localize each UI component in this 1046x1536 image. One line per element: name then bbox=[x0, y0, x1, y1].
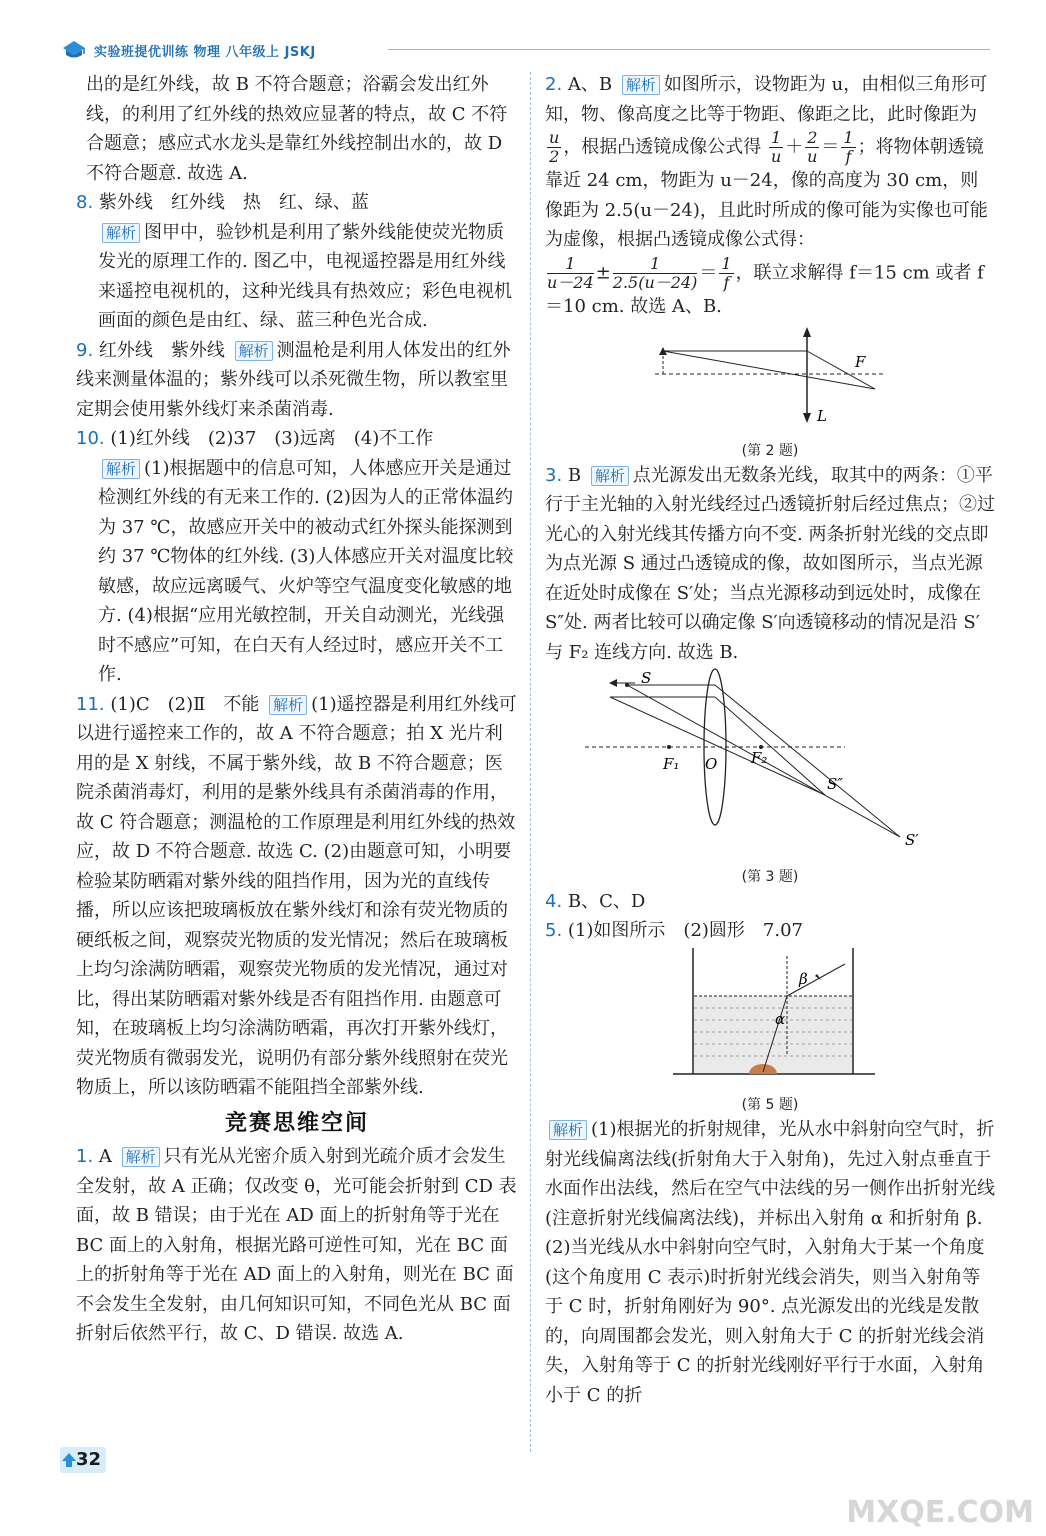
page-arrow-icon bbox=[62, 1453, 76, 1467]
explanation-text: 只有光从光密介质入射到光疏介质才会发生全发射，故 A 正确；仅改变 θ，光可能会折射到 CD 表面，故 B 错误；由于光在 AD 面上的折射角等于光在 BC 面上的入射角，根据光路可逆性可知，光在 BC 面上的折射角等于光在 AD 面上的入射角，则光在 BC 面不会发生全发射，由几何知识可知，不同色光从 BC 面折射后依然平行，故 C、D 错误. 故选 A. bbox=[76, 1146, 517, 1344]
header-rule bbox=[388, 49, 990, 50]
analysis-tag: 解析 bbox=[269, 695, 307, 715]
header-title: 实验班提优训练 物理 八年级上 JSKJ bbox=[94, 45, 316, 60]
explanation-text: 点光源发出无数条光线，取其中的两条：①平行于主光轴的入射光线经过凸透镜折射后经过焦点；②过光心的入射光线其传播方向不变. 两条折射光线的交点即为点光源 S 通过凸透镜成的像，故如图所示，当点光源在近处时成像在 S′处；当点光源移动到远处时，成像在 S″处. 两者比较可以确定像 S′向透镜移动的情况是沿 S′与 F₂ 连线方向. 故选 B. bbox=[545, 464, 995, 663]
explanation-text: (1)遥控器是利用红外线可以进行遥控来工作的，故 A 不符合题意；拍 X 光片利用的是 X 射线，不属于紫外线，故 B 不符合题意；医院杀菌消毒灯，利用的是紫外线具有杀菌消毒的作用，故 C 符合题意；测温枪的工作原理是利用红外线的热效应，故 D 不符合题意. 故选 C. (2)由题意可知，小明要检验某防晒霜对紫外线的阻挡作用，因为光的直线传播，所以应该把玻璃板放在紫外线灯和涂有荧光物质的硬纸板之间，观察荧光物质的发光情况；然后在玻璃板上均匀涂满防晒霜，观察荧光物质的发光情况，通过对比，得出某防晒霜对紫外线是否有阻挡作用. 由题意可知，在玻璃板上均匀涂满防晒霜，再次打开紫外线灯，荧光物质有微弱发光，说明仍有部分紫外线照射在荧光物质上，所以该防晒霜不能阻挡全部紫外线. bbox=[76, 693, 517, 1098]
analysis-tag: 解析 bbox=[549, 1120, 587, 1140]
question-number: 11. bbox=[76, 693, 105, 715]
watermark: MXQE.COM bbox=[846, 1495, 1034, 1530]
section-title: 竞赛思维空间 bbox=[224, 1110, 369, 1136]
ray bbox=[610, 697, 825, 795]
continued-text: 出的是红外线，故 B 不符合题意；浴霸会发出红外线，的利用了红外线的热效应显著的特点，故 C 不符合题意；感应式水龙头是靠红外线控制出水的，故 D 不符合题意. 故选 A. bbox=[86, 74, 508, 184]
focus-1-label: F₁ bbox=[663, 755, 680, 773]
analysis-tag: 解析 bbox=[591, 466, 629, 486]
fraction-1-over-u: $\frac{1}{u}$ bbox=[770, 128, 782, 166]
book-logo-icon bbox=[60, 38, 88, 60]
question-11 bbox=[76, 690, 518, 1103]
column-divider bbox=[530, 72, 531, 1452]
analysis-tag: 解析 bbox=[622, 75, 660, 95]
contest-question-1 bbox=[76, 1142, 518, 1349]
figure-2-caption: (第 2 题) bbox=[741, 442, 799, 459]
answer-text: 紫外线 红外线 热 红、绿、蓝 bbox=[98, 192, 369, 213]
question-number: 9. bbox=[76, 339, 94, 361]
answer-text: B bbox=[567, 464, 582, 486]
incidence-angle-label: α bbox=[775, 1009, 786, 1028]
question-number: 5. bbox=[545, 920, 563, 941]
explanation-text: 图甲中，验钞机是利用了紫外线能使荧光物质发光的原理工作的. 图乙中，电视遥控器是用红外线来遥控电视机的，这种光线具有热效应；彩色电视机画面的颜色是由红、绿、蓝三种色光合成. bbox=[98, 221, 512, 331]
refracted-ray bbox=[787, 964, 845, 996]
analysis-tag: 解析 bbox=[102, 459, 140, 479]
fraction-u-over-2: $\frac{u}{2}$ bbox=[549, 128, 560, 166]
figure-2-diagram bbox=[545, 321, 995, 431]
figure-5-caption: (第 5 题) bbox=[741, 1097, 799, 1113]
question-8 bbox=[76, 188, 518, 218]
fraction-1-over-u-24: $\frac{1}{u-24}$ bbox=[547, 253, 594, 292]
fraction-1-over-f: $\frac{1}{f}$ bbox=[843, 128, 854, 166]
right-column bbox=[545, 70, 995, 1410]
answer-text: (1)C (2)Ⅱ 不能 bbox=[110, 693, 260, 715]
question-number: 10. bbox=[76, 428, 105, 449]
left-column bbox=[76, 70, 518, 1349]
question-number: 4. bbox=[545, 890, 563, 912]
question-number: 1. bbox=[76, 1146, 94, 1167]
ray bbox=[715, 685, 900, 837]
answer-text: (1)如图所示 (2)圆形 7.07 bbox=[567, 920, 803, 941]
question-5 bbox=[545, 916, 995, 946]
figure-3-diagram bbox=[545, 667, 995, 857]
question-8-explanation bbox=[76, 218, 518, 336]
question-9 bbox=[76, 336, 518, 425]
ray bbox=[715, 697, 825, 795]
page-header bbox=[60, 36, 990, 62]
answer-text: (1)红外线 (2)37 (3)远离 (4)不工作 bbox=[110, 428, 434, 449]
fraction-2-over-u: $\frac{2}{u}$ bbox=[807, 128, 818, 166]
question-number: 8. bbox=[76, 192, 94, 213]
explanation-text: 测温枪是利用人体发出的红外线来测量体温的；紫外线可以杀死微生物，所以教室里定期会使用紫外线灯来杀菌消毒. bbox=[76, 339, 511, 420]
question-4 bbox=[545, 887, 995, 917]
answer-text: A、B bbox=[567, 74, 613, 95]
figure-3-caption: (第 3 题) bbox=[741, 868, 799, 885]
ray bbox=[663, 351, 875, 389]
refraction-angle-label: β bbox=[799, 969, 808, 988]
source-label: S bbox=[641, 669, 652, 687]
page-number: 32 bbox=[76, 1449, 102, 1470]
analysis-tag: 解析 bbox=[102, 223, 140, 243]
question-3 bbox=[545, 461, 995, 668]
explanation-text: (1)根据光的折射规律，光从水中斜射向空气时，折射光线偏离法线(折射角大于入射角)，先过入射点垂直于水面作出法线，然后在空气中法线的另一侧作出折射光线(注意折射光线偏离法线)，并标出入射角 α 和折射角 β. (2)当光线从水中斜射向空气时，入射角大于某一个角度(这个角度用 C 表示)时折射光线会消失，则当入射角等于 C 时，折射角刚好为 90°. 点光源发出的光线是发散的，向周围都会发光，则入射角大于 C 的折射光线会消失，入射角等于 C 的折射光线刚好平行于水面，入射角小于 C 的折 bbox=[545, 1119, 995, 1406]
figure-5-diagram bbox=[545, 946, 995, 1086]
answer-text: 红外线 紫外线 bbox=[98, 339, 225, 361]
analysis-tag: 解析 bbox=[235, 341, 273, 361]
answer-text: B、C、D bbox=[567, 890, 646, 912]
page-number-badge bbox=[60, 1447, 106, 1473]
question-number: 3. bbox=[545, 464, 563, 486]
explanation-text: (1)根据题中的信息可知，人体感应开关是通过检测红外线的有无来工作的. (2)因为人的正常体温约为 37 ℃，故感应开关中的被动式红外探头能探测到约 37 ℃物体的红外线. (3)人体感应开关对温度比较敏感，故应远离暖气、火炉等空气温度变化敏感的地方. (4)根据“应用光敏控制，开关自动测光，光线强时不感应”可知，在白天有人经过时，感应开关不工作. bbox=[98, 457, 514, 685]
answer-text: A bbox=[98, 1146, 112, 1167]
focus-label: F bbox=[855, 353, 866, 371]
fraction-1-over-f: $\frac{1}{f}$ bbox=[721, 253, 732, 292]
question-5-explanation bbox=[545, 1115, 995, 1410]
question-number: 2. bbox=[545, 74, 563, 95]
question-10-explanation bbox=[76, 454, 518, 690]
image-near-label: S″ bbox=[827, 775, 843, 793]
lens-label: L bbox=[817, 407, 827, 425]
optical-center-label: O bbox=[705, 755, 718, 773]
image-far-label: S′ bbox=[905, 831, 919, 849]
question-10 bbox=[76, 424, 518, 454]
question-2: 2. A、B 解析 如图所示，设物距为 u，由相似三角形可知，物、像高度之比等于物距、像距之比，此时像距为 $\frac{u}{2}$ ，根据凸透镜成像公式得 $\frac{1}{u}$ ＋ $\frac{2}{u}$ ＝ $\frac{1}{f}$ ；将物体朝透镜靠近 24 cm，物距为 u－24，像的高度为 30 cm，则像距为 2.5(u－24)，且此时所成的像可能为实像也可能为虚像，根据凸透镜成像公式得： $\frac{1}{u-24}$ ± $\frac{1}{2.5(u-24)}$ ＝ $\frac{1}{f}$ ，联立求解得 f＝15 cm 或者 f＝10 cm. 故选 A、B. bbox=[545, 74, 988, 317]
fraction-1-over-2.5: $\frac{1}{2.5(u-24)}$ bbox=[612, 253, 698, 292]
explanation-text: 如图所示，设物距为 u，由相似三角形可知，物、像高度之比等于物距、像距之比，此时像距为 bbox=[545, 74, 988, 125]
analysis-tag: 解析 bbox=[122, 1147, 160, 1167]
focus-2-label: F₂ bbox=[751, 749, 768, 767]
